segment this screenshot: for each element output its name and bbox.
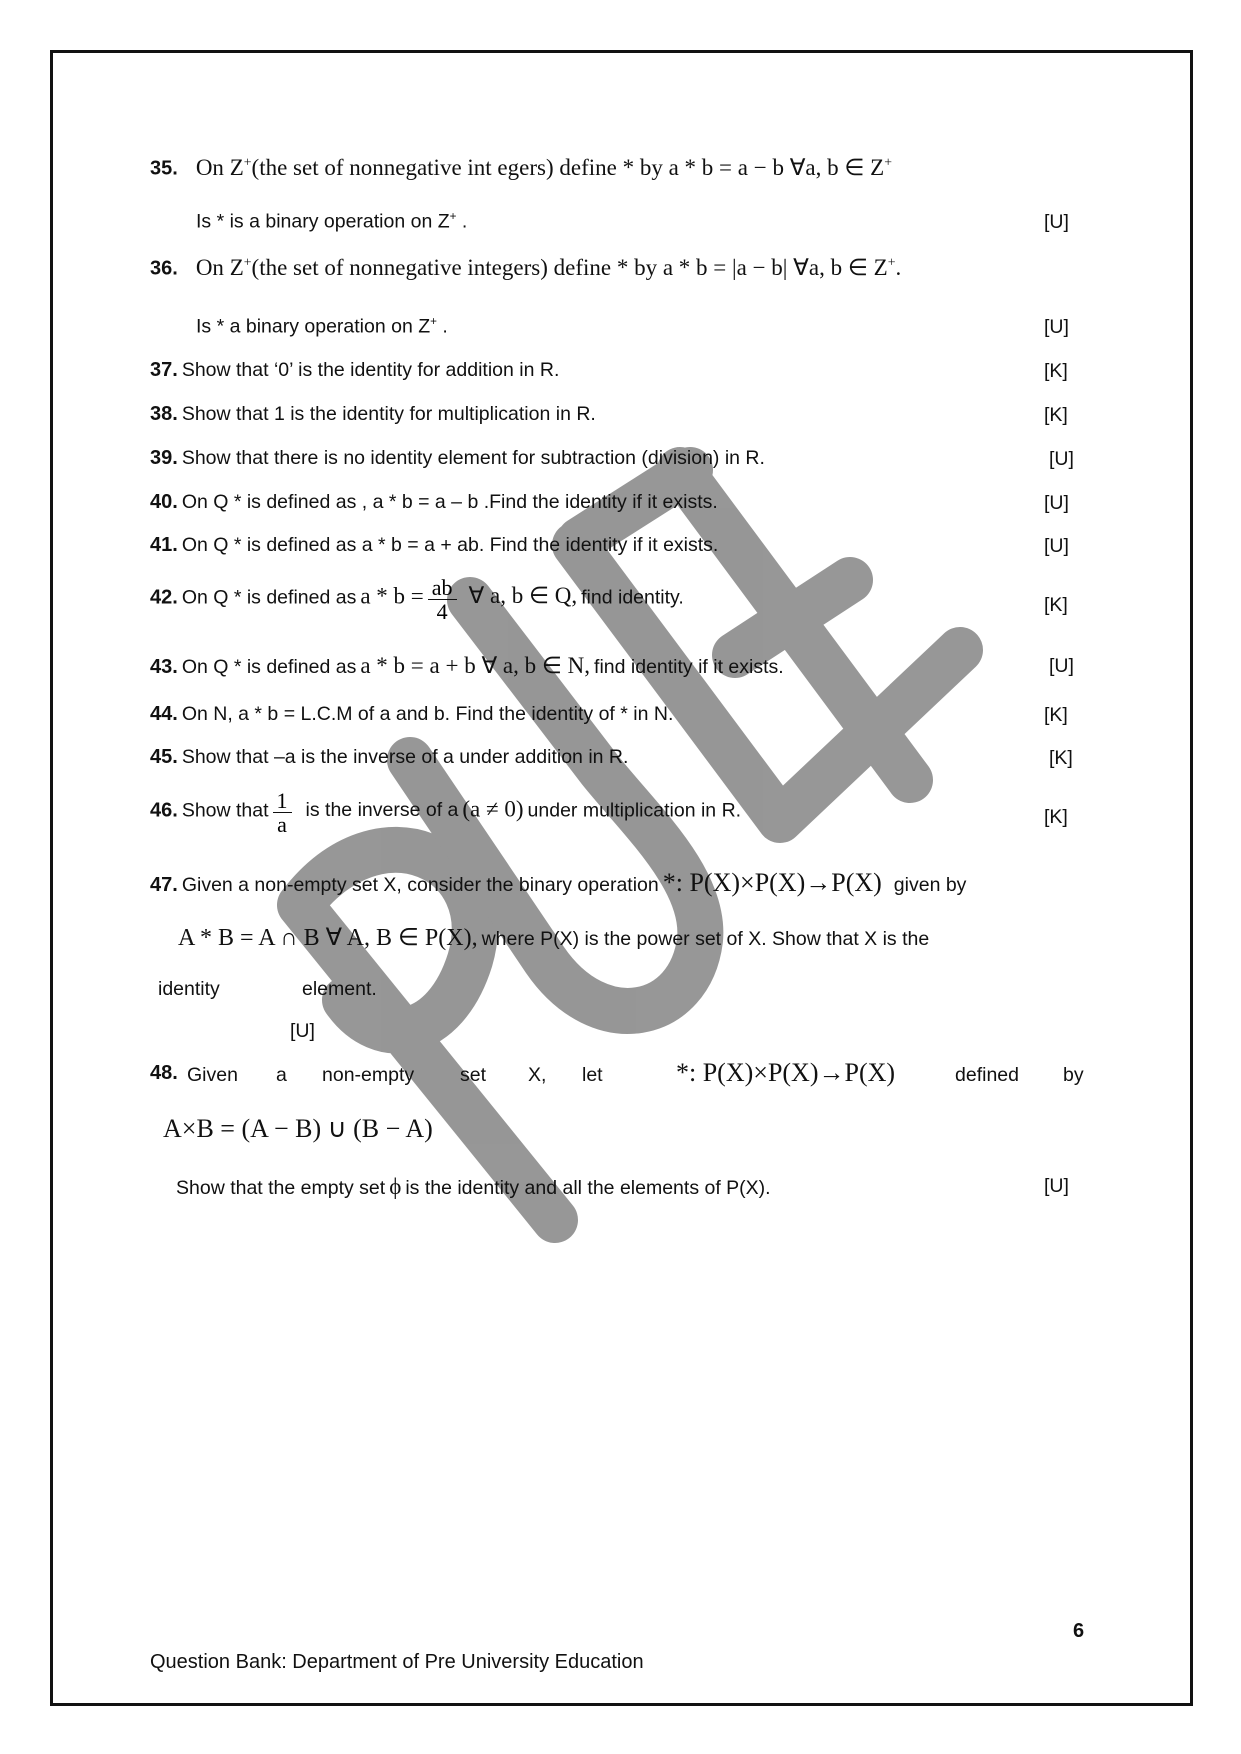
tag-36: [U]	[1044, 316, 1069, 338]
question-45	[150, 746, 628, 769]
math-expression: *: P(X)×P(X)→P(X)	[662, 868, 882, 897]
question-text: find identity.	[581, 586, 684, 609]
q48-word: Given	[187, 1064, 238, 1086]
question-text: under multiplication in R.	[527, 799, 742, 822]
tag-46: [K]	[1044, 806, 1068, 828]
question-number: 46.	[150, 799, 178, 822]
question-text: Show that –a is the inverse of a under addition in R.	[181, 746, 629, 768]
question-47-line-3a: identity	[158, 978, 220, 1000]
question-41	[150, 534, 718, 557]
question-number: 47.	[150, 874, 178, 896]
math-expression: On Z+(the set of nonnegative int egers) define * by a * b = a − b ∀a, b ∈ Z+	[195, 154, 893, 180]
question-36-sub: Is * a binary operation on Z+ .	[196, 315, 448, 338]
footer-text: Question Bank: Department of Pre University Education	[150, 1651, 644, 1673]
question-number: 37.	[150, 359, 178, 381]
math-expression: ∀ a, b ∈ Q,	[468, 583, 578, 609]
question-number: 38.	[150, 403, 178, 425]
question-number: 48.	[150, 1062, 178, 1084]
question-38	[150, 403, 596, 426]
question-46	[150, 789, 741, 836]
question-text: On Q * is defined as , a * b = a – b .Find the identity if it exists.	[181, 491, 718, 513]
question-37	[150, 359, 559, 382]
question-36	[150, 254, 901, 281]
phi-symbol: ϕ	[389, 1174, 402, 1199]
tag-39: [U]	[1049, 448, 1074, 470]
tag-40: [U]	[1044, 492, 1069, 514]
q48-word: non-empty	[322, 1064, 415, 1086]
tag-43: [U]	[1049, 655, 1074, 677]
question-number: 40.	[150, 491, 178, 513]
question-text: On Q * is defined as	[181, 586, 357, 609]
tag-47: [U]	[290, 1020, 315, 1042]
fraction-1-over-a: $\frac{1}{a}$	[273, 789, 292, 836]
page-number: 6	[1073, 1620, 1085, 1642]
question-text: where P(X) is the power set of X. Show that X is the	[481, 928, 930, 950]
math-expression: A×B = (A − B) ∪ (B − A)	[163, 1114, 433, 1143]
question-number: 45.	[150, 746, 178, 768]
question-number: 43.	[150, 656, 178, 678]
question-text: find identity if it exists.	[594, 656, 784, 678]
tag-37: [K]	[1044, 360, 1068, 382]
question-number: 36.	[150, 257, 178, 280]
tag-38: [K]	[1044, 404, 1068, 426]
question-number: 35.	[150, 157, 178, 180]
question-48-line-3	[176, 1174, 771, 1200]
question-number: 39.	[150, 447, 178, 469]
question-42	[150, 576, 684, 623]
tag-42: [K]	[1044, 594, 1068, 616]
question-text: Show that there is no identity element for subtraction (division) in R.	[181, 447, 765, 469]
question-text: Show that	[181, 799, 269, 822]
q48-word: X,	[528, 1064, 547, 1086]
q48-word: let	[582, 1064, 603, 1086]
question-number: 41.	[150, 534, 178, 556]
question-47-line-2	[178, 923, 929, 952]
fraction-ab-over-4: $\frac{ab}{4}$	[428, 576, 457, 623]
tag-41: [U]	[1044, 535, 1069, 557]
question-text: given by	[893, 874, 967, 896]
math-expression: (a ≠ 0)	[462, 796, 524, 822]
question-39	[150, 447, 765, 470]
q48-word: set	[460, 1064, 487, 1086]
math-expression: On Z+(the set of nonnegative integers) define * by a * b = |a − b| ∀a, b ∈ Z+.	[195, 254, 902, 280]
question-text: Show that the empty set	[176, 1177, 386, 1199]
tag-48: [U]	[1044, 1175, 1069, 1197]
question-35	[150, 154, 892, 181]
question-47	[150, 868, 966, 898]
math-expression: A * B = A ∩ B ∀ A, B ∈ P(X),	[178, 925, 478, 951]
question-text: is the identity and all the elements of P(X).	[405, 1177, 771, 1199]
q48-word: by	[1063, 1064, 1084, 1086]
question-35-sub: Is * is a binary operation on Z+ .	[196, 210, 468, 233]
question-text: Show that ‘0’ is the identity for addition in R.	[181, 359, 560, 381]
tag-35: [U]	[1044, 211, 1069, 233]
question-47-line-3b: element.	[302, 978, 377, 1000]
question-text: Show that 1 is the identity for multiplication in R.	[181, 403, 596, 425]
tag-44: [K]	[1044, 704, 1068, 726]
question-text: On Q * is defined as	[181, 656, 357, 678]
math-expression: a * b = a + b ∀ a, b ∈ N,	[360, 653, 591, 678]
math-expression: *: P(X)×P(X)→P(X)	[676, 1058, 896, 1087]
question-text: Given a non-empty set X, consider the binary operation	[181, 874, 659, 896]
question-48	[150, 1062, 178, 1085]
tag-45: [K]	[1049, 747, 1073, 769]
q48-word: a	[276, 1064, 287, 1086]
math-expression: a * b =	[360, 583, 424, 609]
question-text: On Q * is defined as a * b = a + ab. Find the identity if it exists.	[181, 534, 719, 556]
question-text: is the inverse of a	[305, 799, 459, 822]
question-43	[150, 653, 784, 679]
question-40	[150, 491, 718, 514]
q48-word: defined	[955, 1064, 1019, 1086]
question-text: On N, a * b = L.C.M of a and b. Find the identity of * in N.	[181, 703, 674, 725]
question-number: 44.	[150, 703, 178, 725]
question-44	[150, 703, 673, 726]
question-number: 42.	[150, 586, 178, 609]
